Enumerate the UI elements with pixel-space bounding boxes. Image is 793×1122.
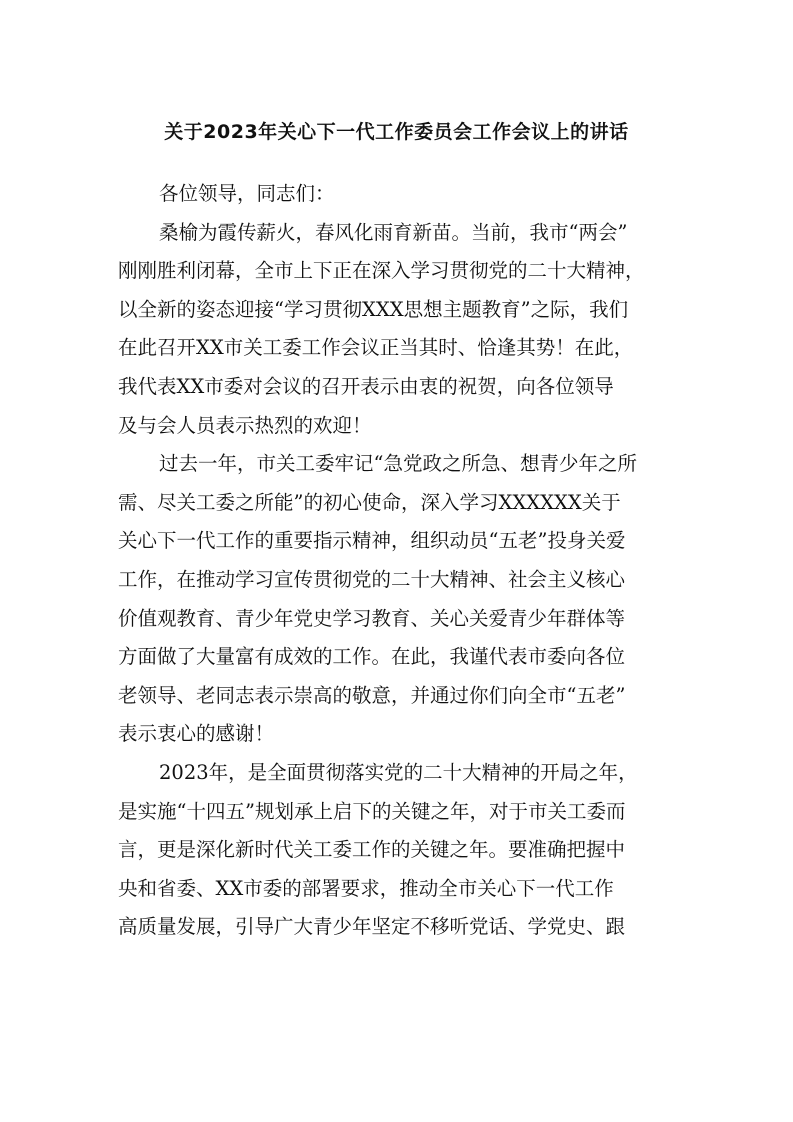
document-title: 关于2023年关心下一代工作委员会工作会议上的讲话 [164, 121, 629, 143]
body-line: 需、尽关工委之所能”的初心使命，深入学习XXXXXX关于 [118, 490, 621, 514]
body-line: 关心下一代工作的重要指示精神，组织动员“五老”投身关爱 [118, 529, 626, 553]
body-line: 刚刚胜利闭幕，全市上下正在深入学习贯彻党的二十大精神， [118, 259, 645, 283]
body-line: 表示衷心的感谢！ [118, 722, 275, 746]
body-line: 是实施“十四五”规划承上启下的关键之年，对于市关工委而 [118, 799, 626, 823]
body-line: 2023年，是全面贯彻落实党的二十大精神的开局之年， [159, 760, 638, 784]
body-line: 过去一年，市关工委牢记“急党政之所急、想青少年之所 [159, 452, 637, 476]
document-body [118, 175, 686, 947]
body-line: 工作，在推动学习宣传贯彻党的二十大精神、社会主义核心 [118, 567, 626, 591]
body-line: 我代表XX市委对会议的召开表示由衷的祝贺，向各位领导 [118, 374, 614, 398]
body-line: 方面做了大量富有成效的工作。在此，我谨代表市委向各位 [118, 645, 626, 669]
body-line: 在此召开XX市关工委工作会议正当其时、恰逢其势！在此， [118, 336, 634, 360]
body-line: 价值观教育、青少年党史学习教育、关心关爱青少年群体等 [118, 606, 626, 630]
body-line: 央和省委、XX市委的部署要求，推动全市关心下一代工作 [118, 876, 614, 900]
body-line: 高质量发展，引导广大青少年坚定不移听党话、学党史、跟 [118, 915, 626, 939]
body-line: 及与会人员表示热烈的欢迎！ [118, 413, 372, 437]
body-line: 桑榆为霞传薪火，春风化雨育新苗。当前，我市“两会” [159, 220, 628, 244]
body-line: 言，更是深化新时代关工委工作的关键之年。要准确把握中 [118, 838, 626, 862]
body-line: 老领导、老同志表示崇高的敬意，并通过你们向全市“五老” [118, 683, 626, 707]
body-line: 以全新的姿态迎接“学习贯彻XXX思想主题教育”之际，我们 [118, 297, 629, 321]
body-line: 各位领导，同志们： [159, 182, 335, 205]
